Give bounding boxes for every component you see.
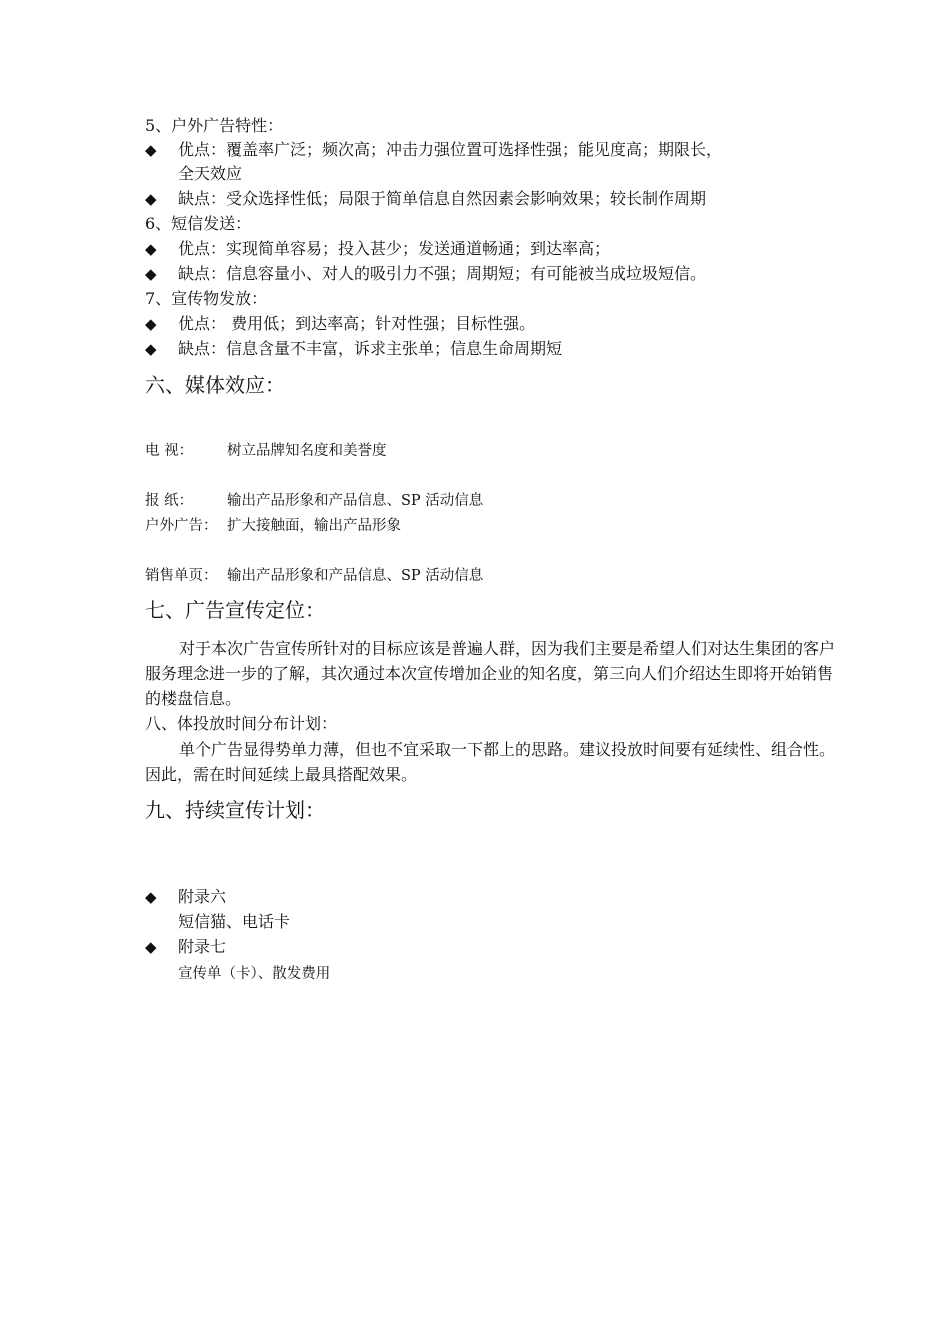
diamond-bullet-icon: ◆ <box>145 888 157 906</box>
flyer-heading: 7、宣传物发放： <box>145 289 268 308</box>
continuous-heading: 九、持续宣传计划： <box>145 798 325 822</box>
schedule-paragraph: 单个广告显得势单力薄，但也不宜采取一下都上的思路。建议投放时间要有延续性、组合性。因此，需在时间延续上最具搭配效果。 <box>145 740 836 784</box>
flyer-cons: ◆ 缺点：信息含量不丰富，诉求主张单；信息生命周期短 <box>145 337 562 361</box>
diamond-bullet-icon: ◆ <box>145 938 157 956</box>
sms-heading: 6、短信发送： <box>145 214 252 233</box>
media-newspaper: 报 纸： 输出产品形象和产品信息、SP 活动信息 <box>145 493 484 509</box>
diamond-bullet-icon: ◆ <box>145 315 157 333</box>
diamond-bullet-icon: ◆ <box>145 340 157 358</box>
media-outdoor: 户外广告： 扩大接触面，输出产品形象 <box>145 518 401 534</box>
media-sales-sheet: 销售单页： 输出产品形象和产品信息、SP 活动信息 <box>145 568 484 584</box>
appendix-six-text: 短信猫、电话卡 <box>178 912 291 931</box>
media-tv: 电 视： 树立品牌知名度和美誉度 <box>145 443 387 459</box>
diamond-bullet-icon: ◆ <box>145 190 157 208</box>
appendix-seven-text: 宣传单（卡）、散发费用 <box>178 966 331 982</box>
positioning-paragraph: 对于本次广告宣传所针对的目标应该是普遍人群，因为我们主要是希望人们对达生集团的客户服务理念进一步的了解，其次通过本次宣传增加企业的知名度，第三向人们介绍达生即将开始销售的楼盘信息。 <box>145 639 836 708</box>
appendix-six-title: ◆ 附录六 <box>145 885 226 909</box>
flyer-pros: ◆ 优点： 费用低；到达率高；针对性强；目标性强。 <box>145 312 535 336</box>
diamond-bullet-icon: ◆ <box>145 265 157 283</box>
outdoor-pros: ◆ 优点：覆盖率广泛；频次高；冲击力强位置可选择性强；能见度高；期限长， <box>145 138 722 162</box>
diamond-bullet-icon: ◆ <box>145 141 157 159</box>
appendix-seven-title: ◆ 附录七 <box>145 935 226 959</box>
sms-cons: ◆ 缺点：信息容量小、对人的吸引力不强；周期短；有可能被当成垃圾短信。 <box>145 262 706 286</box>
outdoor-heading: 5、户外广告特性： <box>145 116 284 135</box>
sms-pros: ◆ 优点：实现简单容易；投入甚少；发送通道畅通；到达率高； <box>145 237 610 261</box>
diamond-bullet-icon: ◆ <box>145 240 157 258</box>
outdoor-pros-continued: 全天效应 <box>178 164 243 183</box>
schedule-heading: 八、体投放时间分布计划： <box>145 714 338 733</box>
media-effect-heading: 六、媒体效应： <box>145 373 285 397</box>
positioning-heading: 七、广告宣传定位： <box>145 598 325 622</box>
outdoor-cons: ◆ 缺点：受众选择性低；局限于简单信息自然因素会影响效果；较长制作周期 <box>145 187 706 211</box>
